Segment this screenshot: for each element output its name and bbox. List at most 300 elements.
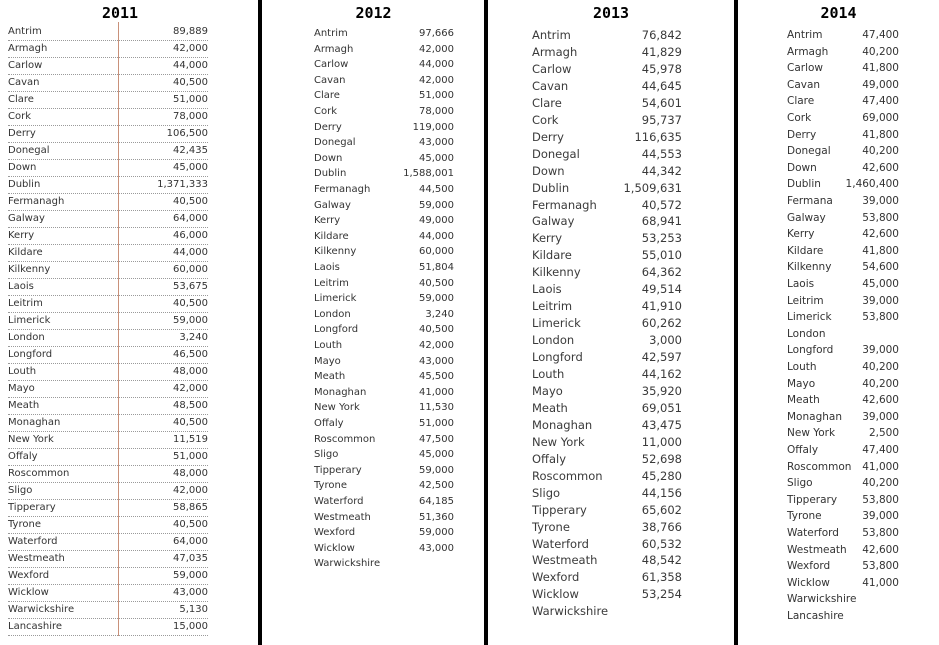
county-name: Dublin [8,179,41,190]
county-value: 1,509,631 [623,180,682,195]
county-value: 42,000 [173,383,208,394]
county-value: 45,500 [419,371,454,383]
county-name: Monaghan [532,417,593,432]
county-name: Kilkenny [314,246,357,258]
table-row [8,194,208,211]
county-value: 51,000 [419,418,454,429]
county-name: Sligo [314,449,339,461]
table-row [314,260,454,276]
county-value: 40,500 [173,417,208,428]
table-row [787,542,899,559]
county-name: Westmeath [532,553,598,568]
county-name: Kildare [532,248,572,263]
table-row [787,44,899,61]
county-name: Roscommon [787,460,852,473]
county-value: 40,500 [173,519,208,530]
table-row [8,109,208,126]
county-name: Antrim [532,28,571,42]
table-row [8,398,208,415]
county-name: Dublin [532,180,570,195]
county-value: 76,842 [641,28,682,42]
county-value: 53,800 [862,493,899,506]
county-name: Cork [532,112,559,127]
county-value: 51,360 [419,511,454,523]
county-name: Wexford [8,570,50,581]
county-value: 15,000 [173,621,208,632]
table-row [314,556,454,572]
county-value: 54,600 [862,261,899,274]
county-name: Kilkenny [8,264,51,275]
table-row [787,259,899,276]
table-row [532,247,682,264]
county-value: 46,000 [173,230,208,241]
table-row [787,392,899,409]
county-name: Longford [787,344,834,357]
county-name: New York [787,427,836,440]
county-value: 41,000 [862,576,899,589]
table-row [8,347,208,364]
table-row [8,449,208,466]
table-row [314,400,454,416]
county-name: Lancashire [787,610,844,622]
table-row [532,366,682,383]
table-row [314,510,454,526]
table-row [787,77,899,94]
table-row [8,517,208,534]
county-name: Antrim [787,29,823,41]
county-name: Laois [532,282,562,297]
county-name: Waterford [8,536,58,547]
table-row [8,432,208,449]
county-name: Antrim [8,26,42,37]
county-name: Roscommon [8,468,70,479]
county-value: 53,253 [641,231,682,246]
county-name: Donegal [8,145,50,156]
table-row [787,409,899,426]
table-row [532,61,682,78]
year-heading: 2011 [101,4,139,22]
table-row [8,619,208,636]
county-value: 11,000 [641,434,682,449]
county-name: Warwickshire [787,593,857,606]
table-row [8,245,208,262]
county-name: Dublin [787,178,821,191]
county-value: 48,000 [173,366,208,377]
county-name: Clare [532,95,562,110]
county-name: Tipperary [787,493,838,506]
county-name: Fermanagh [8,196,65,207]
table-row [787,575,899,592]
county-name: Fermanagh [532,197,597,212]
county-name: Clare [314,90,340,102]
county-value: 5,130 [179,604,208,615]
county-value: 64,000 [173,536,208,547]
county-value: 64,000 [173,213,208,224]
table-row [8,364,208,381]
county-name: Offaly [787,444,819,456]
county-value: 48,500 [173,400,208,411]
county-value: 42,000 [419,340,454,351]
county-value: 53,254 [641,587,682,602]
county-value: 48,542 [641,553,682,568]
county-name: Armagh [8,43,48,54]
county-name: Louth [8,366,37,377]
county-value: 60,262 [641,316,682,331]
county-name: Waterford [314,496,364,507]
county-name: Kilkenny [787,261,832,274]
county-value: 69,051 [641,400,682,415]
table-row [314,416,454,432]
table-row [532,519,682,536]
county-value: 3,240 [179,332,208,343]
county-name: Galway [314,199,351,211]
county-name: Wexford [787,560,831,573]
table-row [532,468,682,485]
county-value: 41,829 [641,44,682,59]
county-name: Down [532,163,565,178]
county-name: Offaly [314,418,344,429]
county-name: Antrim [314,28,348,39]
county-value: 51,804 [419,262,454,273]
table-row [532,197,682,214]
table-row [8,483,208,500]
county-name: Kildare [787,244,824,257]
table-row [532,434,682,451]
county-value: 53,800 [862,560,899,573]
county-value: 47,400 [862,95,899,108]
county-value: 1,460,400 [845,178,899,191]
table-row [532,383,682,400]
table-row [8,466,208,483]
county-name: Armagh [532,44,578,59]
county-value: 43,000 [173,587,208,598]
county-value: 42,600 [862,543,899,556]
table-row [532,180,682,197]
year-heading: 2013 [592,4,630,22]
panel-2011 [0,0,259,645]
table-row [314,478,454,494]
county-name: Kerry [787,228,815,241]
county-value: 49,000 [862,78,899,91]
table-row [532,27,682,44]
county-name: Longford [8,349,53,360]
county-name: Armagh [787,45,829,58]
county-value: 59,000 [419,527,454,539]
county-value: 65,602 [641,502,682,517]
table-row [314,182,454,198]
county-name: Down [314,152,343,164]
county-name: Tipperary [532,502,587,517]
table-row [532,400,682,417]
county-value: 64,185 [419,496,454,507]
table-row [787,127,899,144]
county-name: Galway [787,211,826,224]
county-value: 59,000 [173,570,208,581]
table-row [314,166,454,182]
county-name: Wicklow [8,587,49,598]
table-row [532,298,682,315]
table-row [532,451,682,468]
county-name: Donegal [787,145,831,158]
county-value: 41,800 [862,244,899,257]
table-row [532,349,682,366]
table-row [314,42,454,58]
table-row [8,262,208,279]
county-value: 51,000 [173,94,208,105]
county-value: 40,200 [862,361,899,373]
county-name: Warwickshire [532,604,609,619]
table-row [314,291,454,307]
table-row [532,552,682,569]
table-row [532,95,682,112]
table-row [314,213,454,229]
table-row [532,603,682,620]
county-name: Fermana [787,195,833,207]
county-value: 2,500 [868,427,899,440]
table-row [787,309,899,326]
county-value: 60,000 [419,246,454,258]
county-name: Longford [314,324,359,336]
table-row [787,27,899,44]
panel-2013 [488,0,734,645]
county-name: Galway [8,213,45,224]
county-value: 45,000 [862,278,899,290]
county-value: 42,500 [419,480,454,492]
county-name: New York [532,434,585,449]
county-name: Limerick [314,293,357,305]
county-name: Derry [8,128,36,139]
county-value: 97,666 [419,28,454,39]
county-value: 44,000 [419,230,454,242]
table-row [314,244,454,260]
county-value: 46,500 [173,349,208,360]
county-value: 11,519 [173,434,208,445]
county-value: 44,162 [641,367,682,381]
county-value: 53,675 [173,281,208,292]
county-value: 39,000 [862,195,899,207]
county-value: 58,865 [173,502,208,513]
table-row [314,120,454,136]
county-value: 42,000 [173,43,208,54]
table-row [787,293,899,310]
county-name: Warwickshire [8,604,75,615]
county-name: Derry [787,128,817,141]
county-value: 41,800 [862,62,899,75]
year-heading: 2012 [355,4,392,22]
county-name: Louth [314,340,343,351]
county-name: Tyrone [787,510,822,523]
county-value: 41,800 [862,128,899,141]
county-value: 40,500 [173,298,208,309]
county-value: 60,532 [641,536,682,551]
table-row [532,502,682,519]
county-name: Meath [8,400,40,411]
county-name: Mayo [787,377,816,390]
table-row [787,608,899,625]
county-value: 42,000 [419,43,454,55]
county-value: 1,588,001 [403,168,454,180]
table-row [314,229,454,245]
county-value: 3,000 [649,333,682,348]
county-value: 78,000 [419,106,454,117]
county-value: 47,035 [173,553,208,564]
county-value: 42,597 [641,350,682,365]
county-name: Meath [314,371,346,383]
county-value: 51,000 [419,90,454,102]
table-row [532,485,682,502]
table-row [8,551,208,568]
table-row [8,313,208,330]
county-name: Cork [314,106,338,117]
table-row [532,536,682,553]
table-row [8,279,208,296]
county-value: 39,000 [862,344,899,357]
county-value: 53,800 [862,211,899,224]
table-row [314,385,454,401]
county-name: Leitrim [8,298,43,309]
county-name: Kerry [532,231,563,246]
county-value: 43,475 [641,417,682,432]
table-row [314,494,454,510]
county-value: 45,978 [641,61,682,76]
table-row [787,591,899,608]
county-name: Roscommon [314,433,376,445]
table-row [8,330,208,347]
county-value: 11,530 [419,402,454,414]
county-value: 40,200 [862,477,899,490]
county-value: 53,800 [862,311,899,324]
table-row [787,160,899,177]
county-name: Kilkenny [532,265,581,280]
table-row [532,213,682,230]
county-name: Roscommon [532,468,603,483]
county-value: 78,000 [173,111,208,122]
table-row [314,369,454,385]
county-value: 59,000 [419,464,454,476]
county-value: 45,000 [419,449,454,461]
county-value: 42,600 [862,228,899,241]
county-name: Leitrim [314,277,349,289]
county-value: 38,766 [641,519,682,534]
county-value: 42,000 [419,74,454,86]
county-name: Wicklow [787,576,830,589]
county-name: London [787,327,826,340]
table-row [314,432,454,448]
county-name: Carlow [8,60,43,71]
county-value: 49,514 [641,282,682,297]
table-row [8,415,208,432]
county-value: 89,889 [173,26,208,37]
county-name: Mayo [8,383,35,394]
county-value: 42,600 [862,394,899,407]
county-name: Limerick [8,315,51,326]
table-row [314,338,454,354]
county-name: Westmeath [787,543,847,556]
county-value: 68,941 [641,214,682,229]
county-value: 42,600 [862,161,899,174]
county-name: New York [314,402,360,414]
table-row [314,541,454,557]
table-row [787,492,899,509]
county-name: Westmeath [314,511,371,523]
table-row [787,176,899,193]
year-heading: 2014 [820,4,857,22]
table-row [787,525,899,542]
table-row [787,376,899,393]
table-row [787,143,899,160]
table-row [787,459,899,476]
table-row [314,307,454,323]
county-name: Meath [787,394,820,407]
table-row [8,143,208,160]
county-name: Tyrone [314,480,347,492]
county-value: 59,000 [173,315,208,326]
table-row [8,211,208,228]
county-name: Tipperary [314,464,362,476]
county-value: 40,500 [173,196,208,207]
county-value: 39,000 [862,294,899,307]
table-row [8,568,208,585]
county-value: 44,000 [173,247,208,258]
county-name: Wicklow [532,587,579,602]
county-name: Limerick [532,316,581,331]
table-row [787,193,899,210]
county-name: Carlow [787,62,824,75]
county-name: Tipperary [8,502,56,513]
table-row [314,322,454,338]
table-row [8,228,208,245]
county-name: Laois [8,281,34,292]
county-name: Westmeath [8,553,65,564]
table-row [314,463,454,479]
county-value: 43,000 [419,355,454,367]
table-row [532,78,682,95]
county-name: Leitrim [787,294,824,307]
table-row [8,534,208,551]
county-name: Cavan [8,77,40,88]
table-row [8,177,208,194]
county-value: 40,200 [862,145,899,158]
county-name: London [532,333,575,348]
county-value: 1,371,333 [157,179,208,190]
panel-2012 [262,0,485,645]
county-name: Lancashire [8,621,63,632]
county-value: 52,698 [641,451,682,466]
county-value: 43,000 [419,542,454,554]
county-value: 59,000 [419,293,454,305]
table-row [8,381,208,398]
table-row [787,60,899,77]
county-name: Wexford [314,527,356,539]
county-value: 43,000 [419,137,454,149]
county-name: Cork [787,112,812,124]
table-row [787,425,899,442]
table-row [8,500,208,517]
table-row [314,276,454,292]
county-name: Mayo [532,383,563,398]
table-row [532,417,682,434]
table-row [787,243,899,260]
table-row [787,508,899,525]
table-row [787,226,899,243]
panel-2014 [738,0,939,645]
table-row [314,135,454,151]
county-name: Louth [532,367,565,381]
county-value: 47,400 [862,29,899,41]
county-value: 60,000 [173,264,208,275]
table-row [532,129,682,146]
table-row [532,264,682,281]
